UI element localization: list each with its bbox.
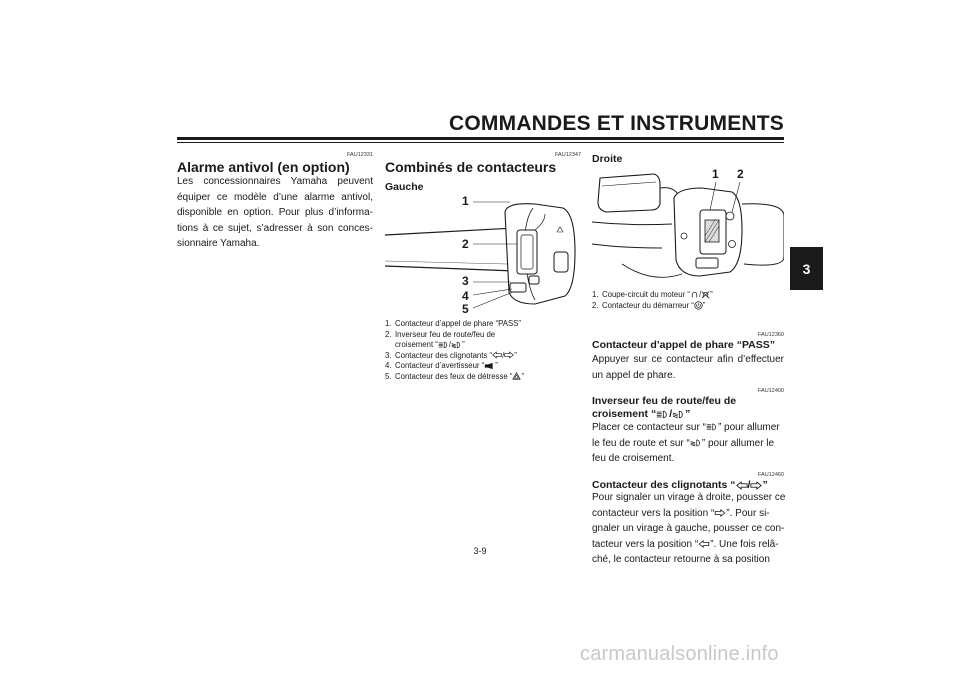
turn-left-icon	[492, 351, 502, 359]
section-title-pass: Contacteur d’appel de phare “PASS”	[592, 339, 776, 351]
subtitle-gauche: Gauche	[385, 181, 424, 193]
callout-1-right: 1	[712, 167, 719, 181]
caption-item: 4. Contacteur d’avertisseur “ ”	[385, 361, 498, 370]
right-switch-drawing	[592, 164, 784, 284]
engine-off-icon	[701, 290, 710, 299]
caption-item-continued: croisement “ / ”	[395, 340, 465, 349]
high-beam-icon	[706, 423, 718, 431]
turn-right-icon	[504, 351, 514, 359]
subtitle-droite: Droite	[592, 153, 623, 165]
starter-icon	[694, 301, 703, 310]
header-rule-thin	[177, 142, 784, 143]
callout-4: 4	[462, 289, 469, 303]
left-switch-drawing	[385, 192, 581, 312]
turn-right-icon	[750, 481, 762, 490]
high-beam-icon	[656, 410, 669, 419]
horn-icon	[484, 362, 495, 370]
callout-1: 1	[462, 194, 469, 208]
section-code-combines: FAU12347	[555, 152, 581, 158]
section-title-antivol: Alarme antivol (en option)	[177, 159, 350, 175]
callout-5: 5	[462, 302, 469, 316]
illustration-right-switches	[592, 164, 784, 284]
running-header-title: COMMANDES ET INSTRUMENTS	[449, 112, 784, 135]
section-title-turn: Contacteur des clignotants “ / ”	[592, 479, 768, 491]
low-beam-icon	[672, 410, 685, 419]
caption-item: 3. Contacteur des clignotants “ / ”	[385, 350, 517, 360]
caption-list-right	[592, 290, 788, 311]
section-body-antivol: Les concessionnaires Yamaha peuvent équiper ce modèle d’une alarme antivol, disponible en option. Pour plus d’informa-tions à ce sujet, s’adresser à son conces-sionnaire Yamaha.	[177, 176, 373, 250]
illustration-left-switches	[385, 192, 581, 316]
caption-item: 1. Contacteur d’appel de phare “PASS”	[385, 319, 521, 328]
section-code-antivol: FAU12331	[347, 152, 373, 158]
caption-item: 5. Contacteur des feux de détresse “ ”	[385, 371, 525, 381]
section-code-dimmer: FAU12400	[758, 388, 784, 394]
section-body-pass: Appuyer sur ce contacteur afin d’effectuer un appel de phare.	[592, 354, 784, 381]
section-body-dimmer: Placer ce contacteur sur “ ” pour allumer le feu de route et sur “ ” pour allumer le feu de croisement.	[592, 422, 780, 465]
callout-2: 2	[462, 237, 469, 251]
section-code-pass: FAU12360	[758, 332, 784, 338]
watermark: carmanualsonline.info	[580, 643, 779, 665]
chapter-tab: 3	[790, 247, 823, 290]
section-title-dimmer: Inverseur feu de route/feu de croisement “ / ”	[592, 395, 737, 420]
section-body-turn: Pour signaler un virage à droite, pousser ce contacteur vers la position “ ”. Pour si- gnaler un virage à gauche, pousser ce con- tacteur vers la position “ ”. Une fois relâ- ché, le contacteur retourne à sa position	[592, 492, 786, 566]
turn-right-icon	[714, 509, 726, 517]
header-rule	[177, 137, 784, 140]
page-number: 3-9	[473, 546, 487, 556]
callout-2-right: 2	[737, 167, 744, 181]
caption-list-left	[385, 319, 585, 382]
turn-left-icon	[736, 481, 748, 490]
section-code-turn: FAU12460	[758, 472, 784, 478]
low-beam-icon	[451, 341, 462, 349]
engine-run-icon	[690, 290, 699, 299]
caption-item: 2. Contacteur du démarreur “ ”	[592, 300, 706, 310]
high-beam-icon	[438, 341, 449, 349]
caption-item: 1. Coupe-circuit du moteur “ / ”	[592, 290, 713, 299]
callout-3: 3	[462, 274, 469, 288]
low-beam-icon	[690, 439, 702, 447]
section-title-combines: Combinés de contacteurs	[385, 159, 557, 175]
caption-item: 2. Inverseur feu de route/feu de	[385, 329, 496, 339]
